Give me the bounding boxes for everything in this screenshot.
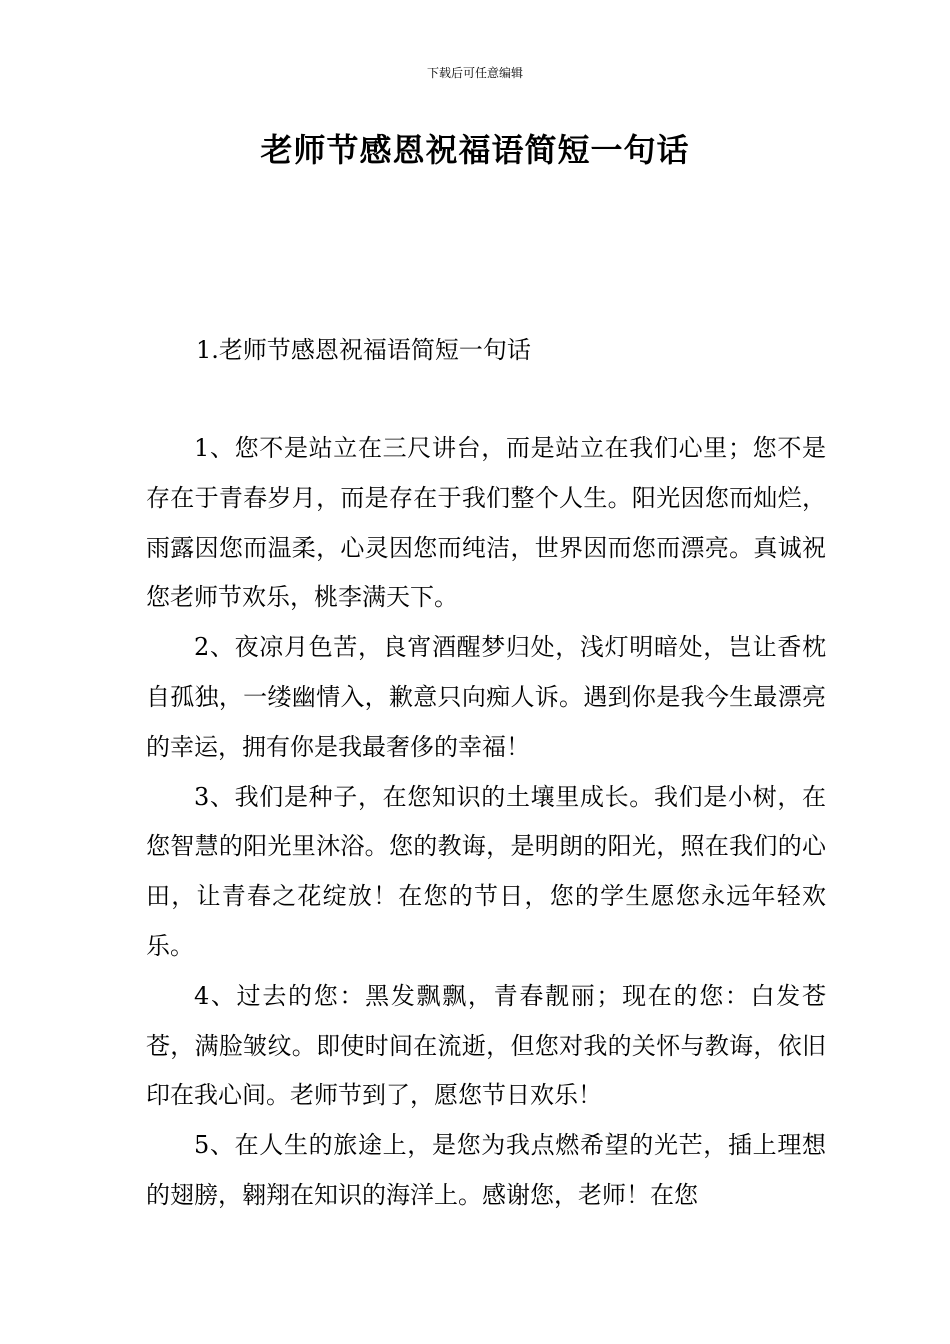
paragraph: 5、在人生的旅途上，是您为我点燃希望的光芒，插上理想的翅膀，翱翔在知识的海洋上。感谢您，老师！在您 [146,1131,826,1209]
section-heading: 1.老师节感恩祝福语简短一句话 [196,336,531,364]
paragraph: 2、夜凉月色苦，良宵酒醒梦归处，浅灯明暗处，岂让香枕自孤独，一缕幽情入，歉意只向痴人诉。遇到你是我今生最漂亮的幸运，拥有你是我最奢侈的幸福！ [146,633,826,761]
document-title: 老师节感恩祝福语简短一句话 [260,131,690,169]
document-body [146,424,826,1221]
paragraph: 4、过去的您：黑发飘飘，青春靓丽；现在的您：白发苍苍，满脸皱纹。即使时间在流逝，但您对我的关怀与教诲，依旧印在我心间。老师节到了，愿您节日欢乐！ [146,981,826,1110]
paragraph: 1、您不是站立在三尺讲台，而是站立在我们心里；您不是存在于青春岁月，而是存在于我们整个人生。阳光因您而灿烂，雨露因您而温柔，心灵因您而纯洁，世界因而您而漂亮。真诚祝您老师节欢乐，桃李满天下。 [146,434,826,612]
header-note: 下载后可任意编辑 [426,66,523,80]
paragraph: 3、我们是种子，在您知识的土壤里成长。我们是小树，在您智慧的阳光里沐浴。您的教诲，是明朗的阳光，照在我们的心田，让青春之花绽放！在您的节日，您的学生愿您永远年轻欢乐。 [146,782,826,960]
